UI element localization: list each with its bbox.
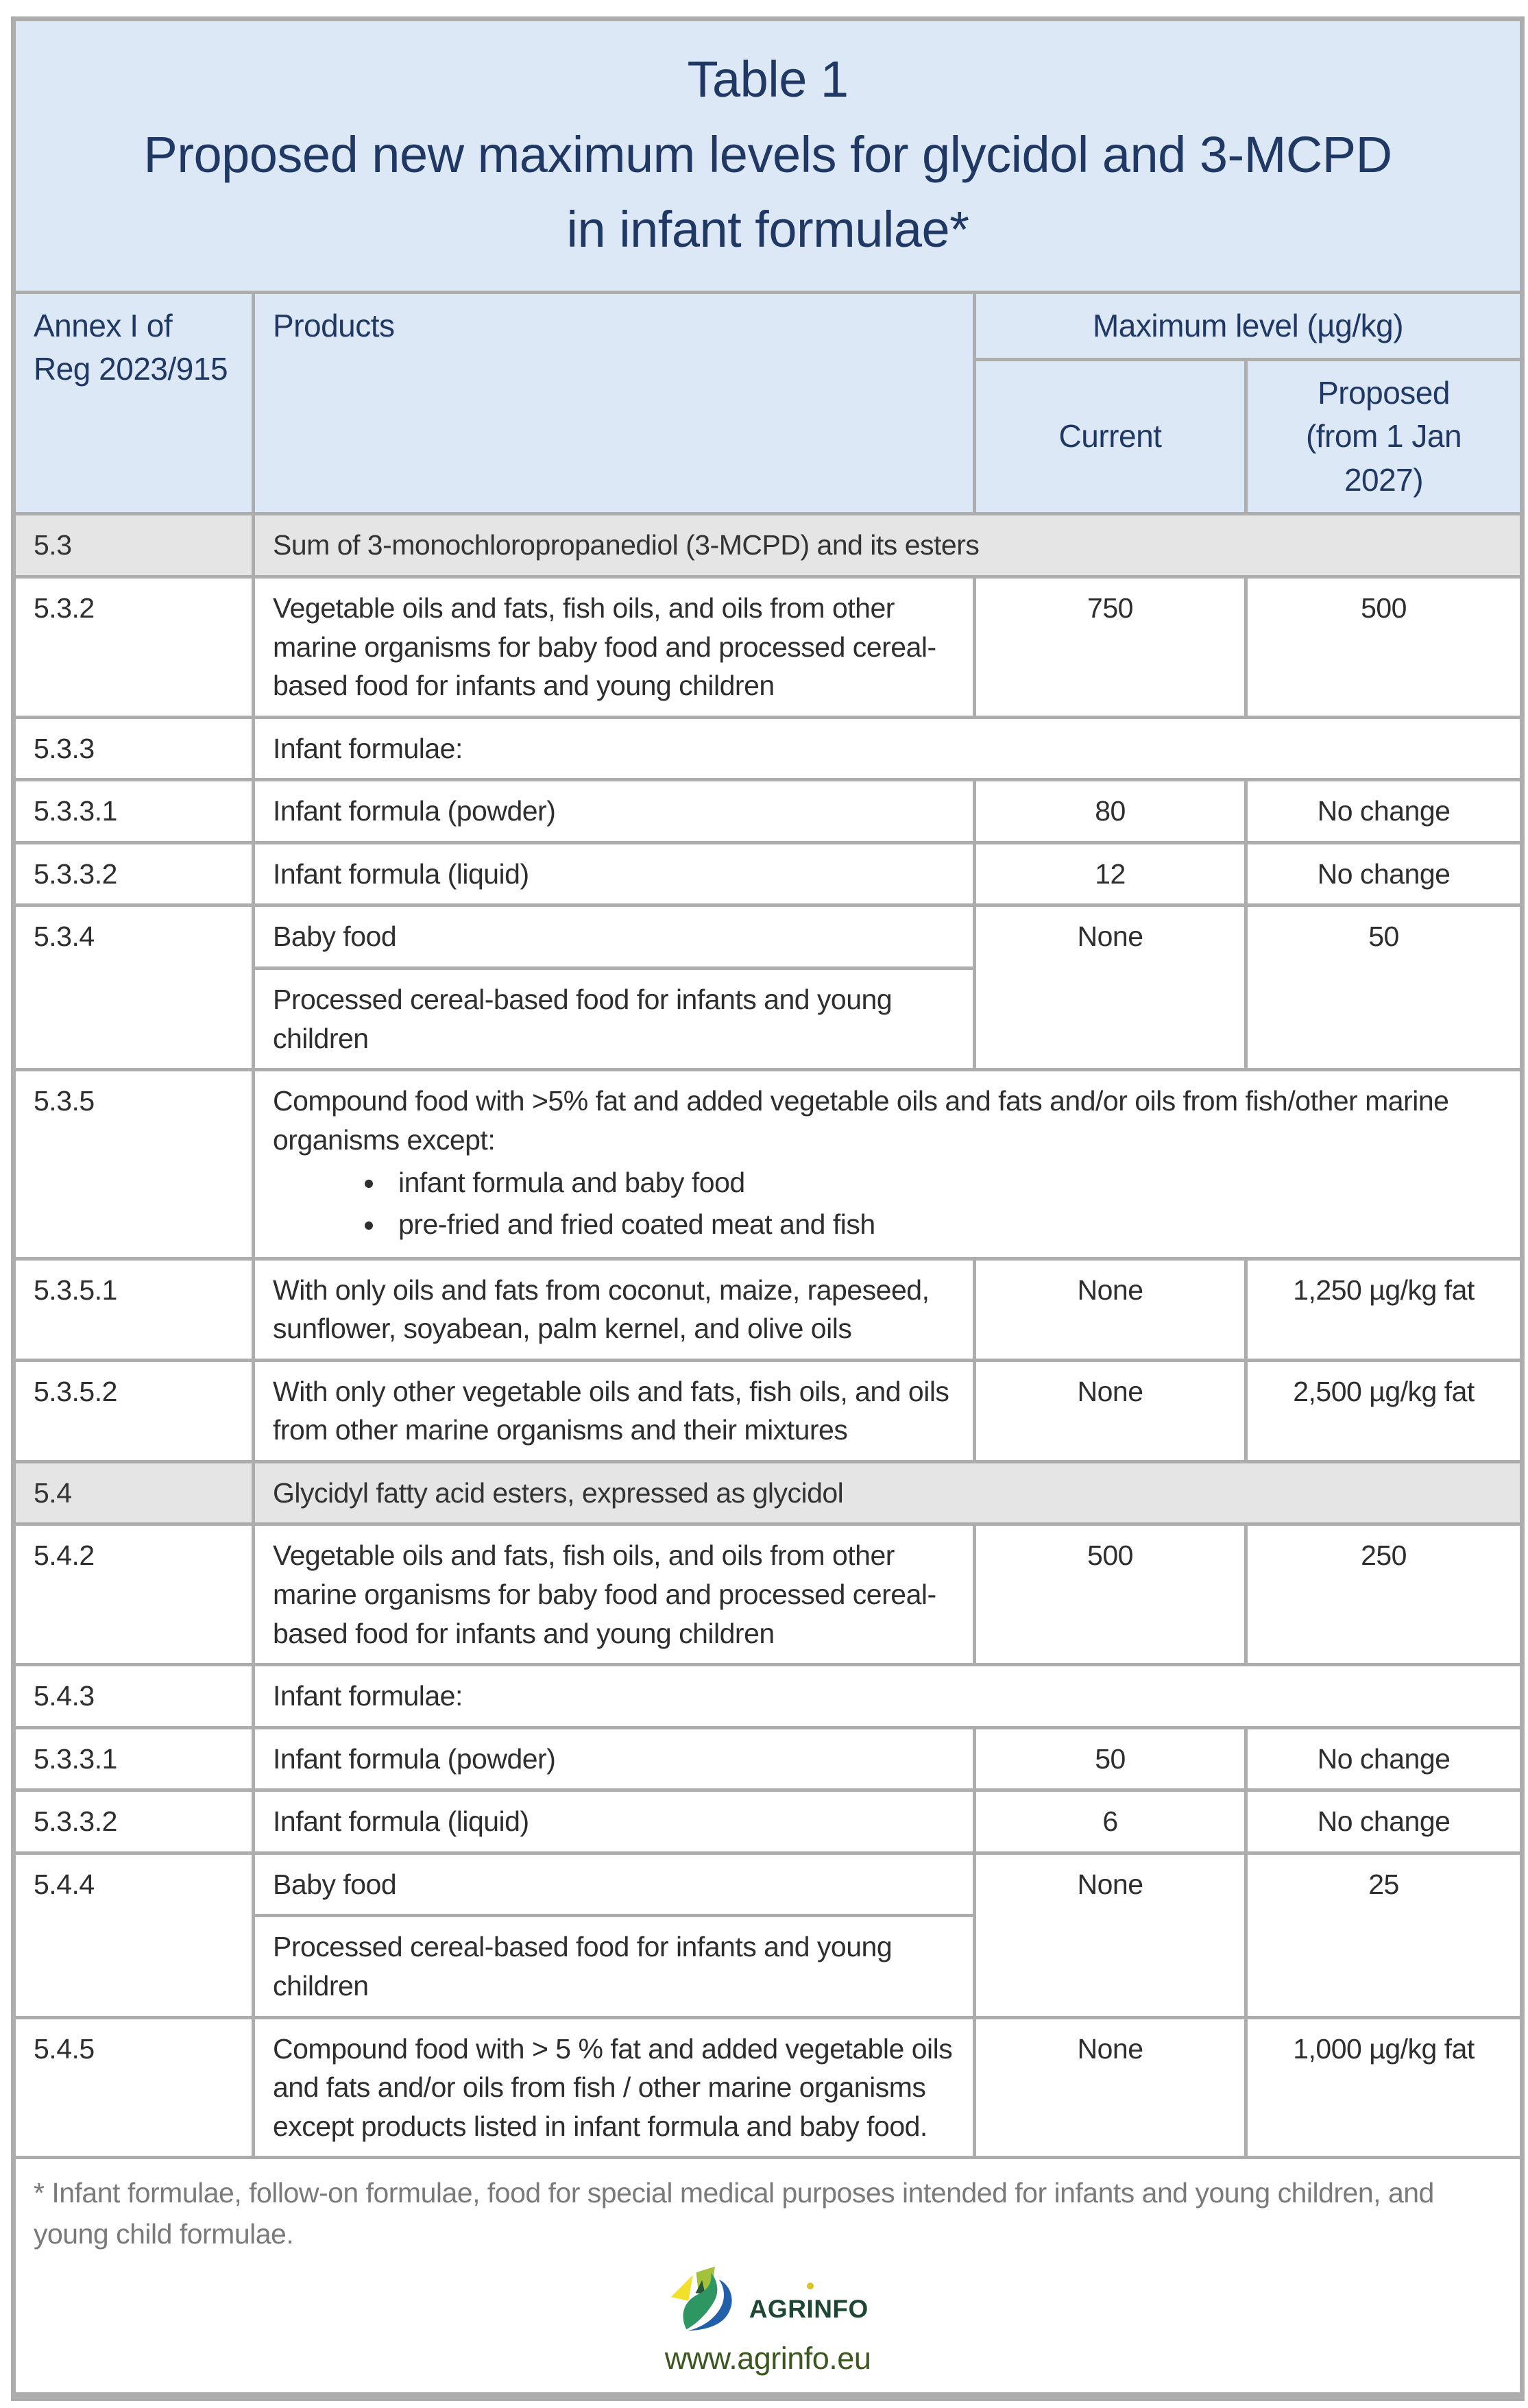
current-value-cell: None bbox=[975, 1360, 1246, 1461]
proposed-value-cell: No change bbox=[1246, 1727, 1523, 1790]
table-row bbox=[14, 1070, 1523, 1258]
current-value-cell: 12 bbox=[975, 842, 1246, 905]
proposed-value-cell: 1,000 µg/kg fat bbox=[1246, 2017, 1523, 2158]
section-label-cell: Glycidyl fatty acid esters, expressed as glycidol bbox=[254, 1461, 1523, 1524]
annex-ref-cell: 5.3.5 bbox=[14, 1070, 254, 1258]
product-cell: Processed cereal-based food for infants and young children bbox=[254, 969, 975, 1070]
table-row bbox=[14, 1727, 1523, 1790]
table-row bbox=[14, 1258, 1523, 1360]
annex-ref-cell: 5.3 bbox=[14, 514, 254, 577]
annex-ref-cell: 5.3.5.2 bbox=[14, 1360, 254, 1461]
annex-ref-cell: 5.4.4 bbox=[14, 1853, 254, 2017]
annex-ref-cell: 5.3.3.2 bbox=[14, 1790, 254, 1853]
header-annex-cell: Annex I of Reg 2023/915 bbox=[14, 292, 254, 514]
agrinfo-logo-icon bbox=[667, 2262, 744, 2333]
site-url-container bbox=[34, 2337, 1502, 2380]
title-row bbox=[14, 19, 1523, 293]
logo-dotted-i: I bbox=[806, 2291, 814, 2326]
proposed-value-cell: No change bbox=[1246, 780, 1523, 843]
product-cell: Infant formula (powder) bbox=[254, 1727, 975, 1790]
agrinfo-logo bbox=[34, 2262, 1502, 2333]
current-value-cell: 80 bbox=[975, 780, 1246, 843]
table-row bbox=[14, 842, 1523, 905]
current-value-cell: 6 bbox=[975, 1790, 1246, 1853]
product-cell: Vegetable oils and fats, fish oils, and oils from other marine organisms for baby food and processed cereal-based food for infants and young children bbox=[254, 1524, 975, 1665]
table-row bbox=[14, 1665, 1523, 1728]
product-cell: Processed cereal-based food for infants and young children bbox=[254, 1916, 975, 2017]
product-cell: Infant formulae: bbox=[254, 1665, 1523, 1728]
section-label-cell: Sum of 3-monochloropropanediol (3-MCPD) and its esters bbox=[254, 514, 1523, 577]
header-proposed-cell bbox=[1246, 360, 1523, 514]
annex-ref-cell: 5.3.3.2 bbox=[14, 842, 254, 905]
annex-ref-cell: 5.3.3.1 bbox=[14, 780, 254, 843]
proposed-value-cell: No change bbox=[1246, 842, 1523, 905]
table-row bbox=[14, 1790, 1523, 1853]
table-row bbox=[14, 1524, 1523, 1665]
annex-ref-cell: 5.3.3 bbox=[14, 717, 254, 780]
annex-ref-cell: 5.3.2 bbox=[14, 577, 254, 718]
product-intro-text: Compound food with >5% fat and added vegetable oils and fats and/or oils from fish/other marine organisms except: bbox=[273, 1085, 1449, 1156]
proposed-value-cell: 250 bbox=[1246, 1524, 1523, 1665]
table-row bbox=[14, 780, 1523, 843]
mcpd-glycidol-limits-table bbox=[11, 16, 1525, 2401]
annex-ref-cell: 5.4 bbox=[14, 1461, 254, 1524]
product-cell: Infant formula (liquid) bbox=[254, 842, 975, 905]
product-cell: Compound food with > 5 % fat and added vegetable oils and fats and/or oils from fish / other marine organisms except products listed in infant formula and baby food. bbox=[254, 2017, 975, 2158]
proposed-value-cell: 25 bbox=[1246, 1853, 1523, 2017]
header-products-cell: Products bbox=[254, 292, 975, 514]
current-value-cell: 50 bbox=[975, 1727, 1246, 1790]
list-item: • infant formula and baby food bbox=[386, 1163, 1502, 1202]
table-row bbox=[14, 717, 1523, 780]
list-item: • pre-fried and fried coated meat and fish bbox=[386, 1205, 1502, 1244]
product-cell: Infant formula (liquid) bbox=[254, 1790, 975, 1853]
table-row bbox=[14, 2017, 1523, 2158]
footnote-cell bbox=[14, 2158, 1523, 2397]
product-cell: Baby food bbox=[254, 905, 975, 969]
header-current-cell: Current bbox=[975, 360, 1246, 514]
proposed-value-cell: 1,250 µg/kg fat bbox=[1246, 1258, 1523, 1360]
header-row-1 bbox=[14, 292, 1523, 359]
current-value-cell: None bbox=[975, 1853, 1246, 2017]
agrinfo-url-link[interactable]: www.agrinfo.eu bbox=[664, 2341, 871, 2376]
footer-row bbox=[14, 2158, 1523, 2397]
annex-ref-cell: 5.3.4 bbox=[14, 905, 254, 1070]
annex-ref-cell: 5.3.5.1 bbox=[14, 1258, 254, 1360]
proposed-value-cell: No change bbox=[1246, 1790, 1523, 1853]
table-row bbox=[14, 1853, 1523, 1916]
product-cell bbox=[254, 1070, 1523, 1258]
product-cell: With only other vegetable oils and fats, fish oils, and oils from other marine organisms and their mixtures bbox=[254, 1360, 975, 1461]
current-value-cell: None bbox=[975, 2017, 1246, 2158]
table-row bbox=[14, 905, 1523, 969]
current-value-cell: None bbox=[975, 1258, 1246, 1360]
annex-ref-cell: 5.3.3.1 bbox=[14, 1727, 254, 1790]
current-value-cell: None bbox=[975, 905, 1246, 1070]
product-cell: Baby food bbox=[254, 1853, 975, 1916]
header-max-level-cell: Maximum level (µg/kg) bbox=[975, 292, 1523, 359]
proposed-value-cell: 500 bbox=[1246, 577, 1523, 718]
section-row bbox=[14, 514, 1523, 577]
footnote-text: * Infant formulae, follow-on formulae, food for special medical purposes intended for infants and young children, and young child formulae. bbox=[34, 2177, 1434, 2250]
section-row bbox=[14, 1461, 1523, 1524]
logo-text-part: NFO bbox=[814, 2295, 869, 2324]
table-row bbox=[14, 577, 1523, 718]
header-proposed-sublabel: (from 1 Jan 2027) bbox=[1305, 418, 1462, 498]
annex-ref-cell: 5.4.5 bbox=[14, 2017, 254, 2158]
product-cell: Vegetable oils and fats, fish oils, and oils from other marine organisms for baby food and processed cereal-based food for infants and young children bbox=[254, 577, 975, 718]
product-cell: Infant formulae: bbox=[254, 717, 1523, 780]
annex-ref-cell: 5.4.2 bbox=[14, 1524, 254, 1665]
proposed-value-cell: 50 bbox=[1246, 905, 1523, 1070]
table-row bbox=[14, 1360, 1523, 1461]
agrinfo-logo-text bbox=[749, 2291, 869, 2333]
product-cell: Infant formula (powder) bbox=[254, 780, 975, 843]
proposed-value-cell: 2,500 µg/kg fat bbox=[1246, 1360, 1523, 1461]
table-title-cell bbox=[14, 19, 1523, 293]
product-exception-list bbox=[273, 1163, 1502, 1243]
current-value-cell: 750 bbox=[975, 577, 1246, 718]
current-value-cell: 500 bbox=[975, 1524, 1246, 1665]
annex-ref-cell: 5.4.3 bbox=[14, 1665, 254, 1728]
header-proposed-label: Proposed bbox=[1318, 375, 1450, 411]
product-cell: With only oils and fats from coconut, maize, rapeseed, sunflower, soyabean, palm kernel, and olive oils bbox=[254, 1258, 975, 1360]
table-number: Table 1 bbox=[687, 51, 849, 108]
logo-text-part: AGR bbox=[749, 2295, 807, 2324]
table-title-line: Proposed new maximum levels for glycidol and 3-MCPD bbox=[143, 125, 1392, 183]
table-title-line: in infant formulae* bbox=[566, 201, 969, 258]
